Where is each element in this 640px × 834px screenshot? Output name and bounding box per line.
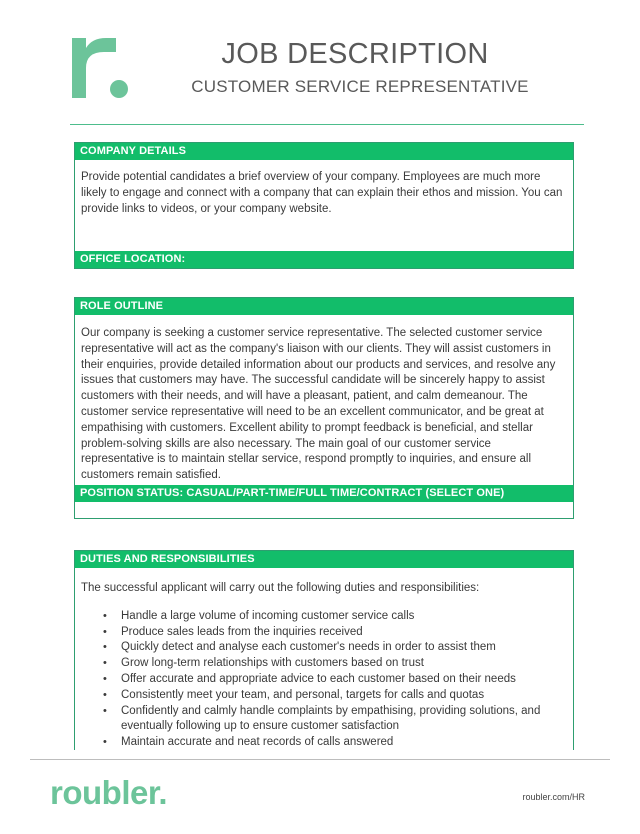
duties-section — [74, 550, 574, 750]
list-item: • Consistently meet your team, and personal, targets for calls and quotas — [103, 688, 565, 704]
footer-url[interactable]: roubler.com/HR — [522, 792, 585, 802]
company-details-heading: COMPANY DETAILS — [75, 143, 573, 160]
position-status-heading: POSITION STATUS: CASUAL/PART-TIME/FULL TIME/CONTRACT (SELECT ONE) — [75, 485, 573, 502]
header-divider — [70, 124, 584, 125]
list-item: • Handle a large volume of incoming customer service calls — [103, 609, 565, 625]
role-outline-text: Our company is seeking a customer service representative. The selected customer service representative will act as the company's liaison with our clients. They will assist customers in their enquiries, provide detailed information about our products and services, and resolve any issues that customers may have. The successful candidate will be sincerely happy to assist customers with their needs, and will have a pleasant, patient, and calm demeanour. The customer service representative will need to be an excellent communicator, and be great at empathising with customers. Excellent ability to prompt feedback is beneficial, and stellar problem-solving skills are also necessary. The main goal of our customer service representative is to maintain stellar service, respond promptly to inquiries, and ensure all customers remain satisfied. — [81, 327, 556, 482]
office-location-heading: OFFICE LOCATION: — [75, 251, 573, 268]
company-details-text: Provide potential candidates a brief overview of your company. Employees are much more likely to engage and connect with a company that can explain their ethos and mission. You can provide links to videos, or your company website. — [81, 171, 563, 215]
role-outline-section — [74, 297, 574, 519]
duties-list — [81, 609, 565, 751]
page-subtitle: CUSTOMER SERVICE REPRESENTATIVE — [191, 77, 529, 96]
page-title: JOB DESCRIPTION — [221, 38, 489, 70]
bullet-icon: • — [103, 625, 107, 638]
bullet-icon: • — [103, 688, 107, 701]
list-item: • Maintain accurate and neat records of calls answered — [103, 735, 565, 751]
bullet-icon: • — [103, 704, 107, 717]
bullet-icon: • — [103, 641, 107, 654]
role-outline-heading: ROLE OUTLINE — [75, 298, 573, 315]
list-item: • Confidently and calmly handle complaints by empathising, providing solutions, and eventually following up to ensure customer satisfaction — [103, 704, 541, 733]
roubler-wordmark-logo: roubler. — [50, 774, 168, 811]
list-item: • Produce sales leads from the inquiries received — [103, 625, 565, 641]
bullet-icon: • — [103, 672, 107, 685]
duties-heading: DUTIES AND RESPONSIBILITIES — [75, 551, 573, 568]
list-item: • Offer accurate and appropriate advice to each customer based on their needs — [103, 672, 565, 688]
duties-intro: The successful applicant will carry out the following duties and responsibilities: — [81, 582, 480, 594]
footer-divider — [30, 759, 610, 760]
bullet-icon: • — [103, 736, 107, 749]
bullet-icon: • — [103, 657, 107, 670]
company-details-section — [74, 142, 574, 269]
roubler-r-logo-icon — [70, 34, 132, 102]
bullet-icon: • — [103, 609, 107, 622]
list-item: • Grow long-term relationships with customers based on trust — [103, 656, 565, 672]
list-item: • Quickly detect and analyse each customer's needs in order to assist them — [103, 640, 565, 656]
